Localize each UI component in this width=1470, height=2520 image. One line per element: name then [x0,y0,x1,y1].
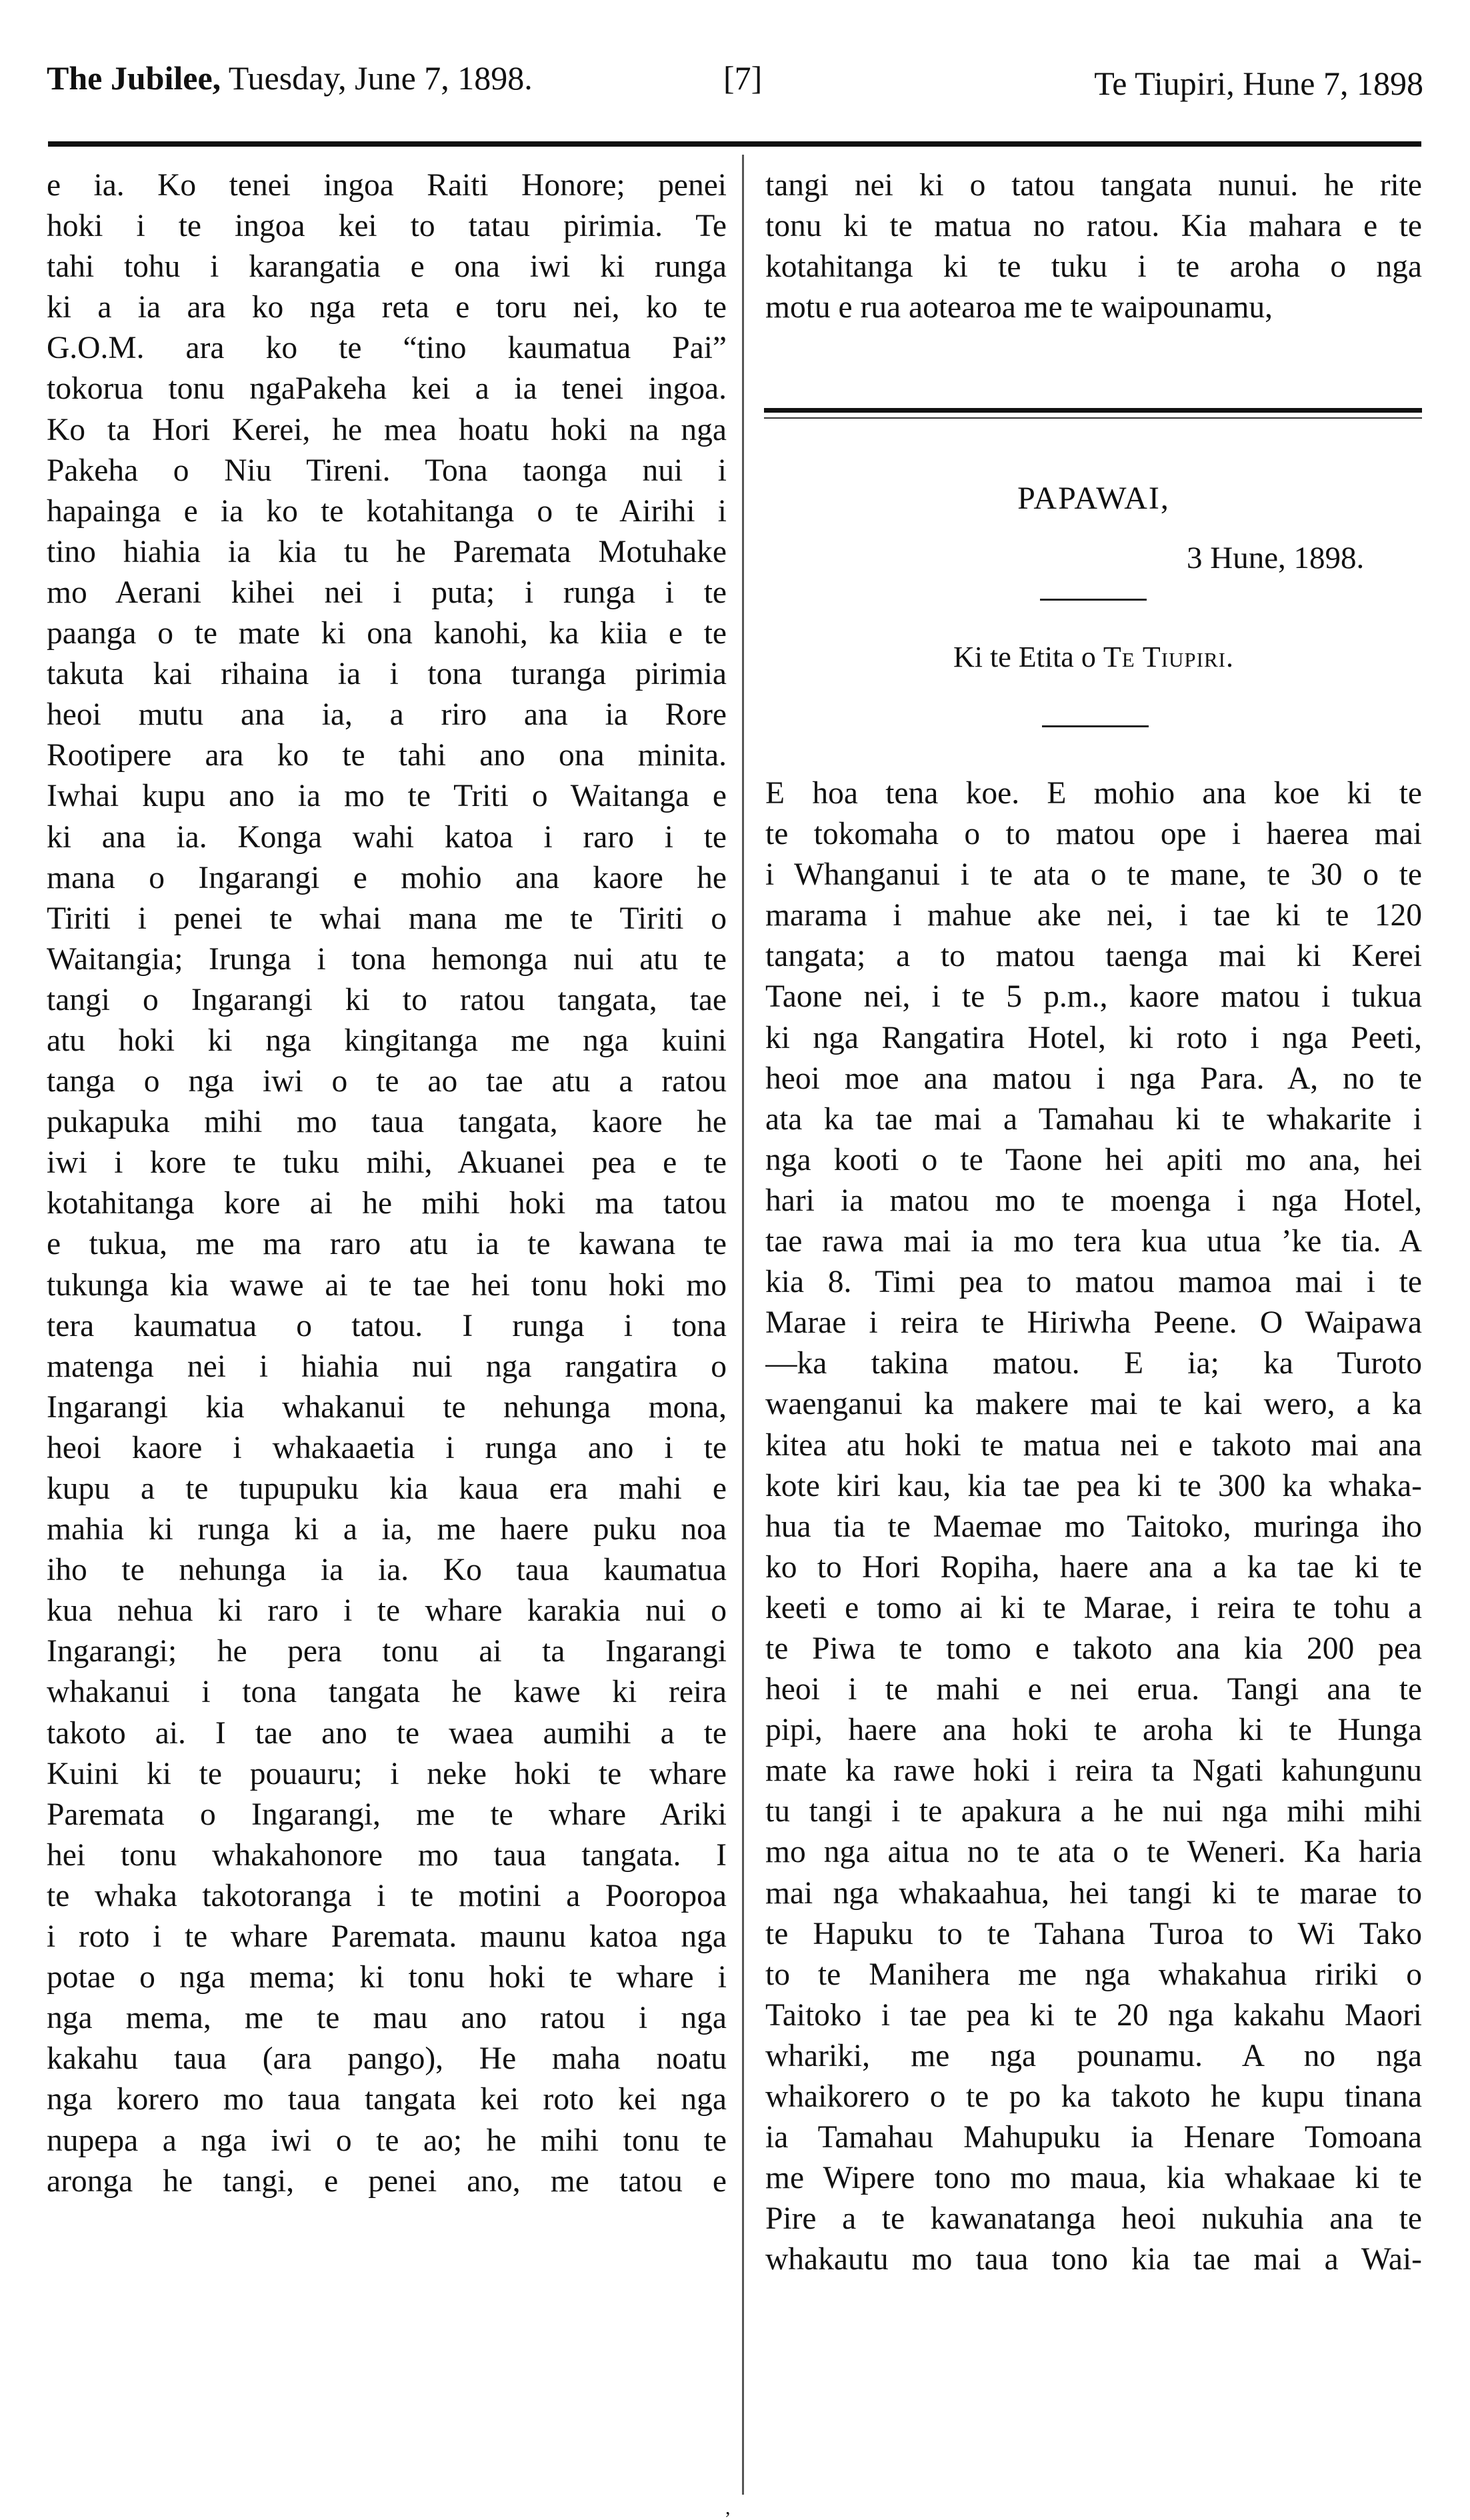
text-line: takuta kai rihaina ia i tona turanga pirimia [47,657,727,692]
text-line: —ka takina matou. E ia; ka Turoto [765,1346,1422,1381]
left-column [47,165,727,2202]
text-line: tangi o Ingarangi ki to ratou tangata, tae [47,982,727,1017]
header-rule [48,141,1421,147]
addressee-paper: Te Tiupiri. [1103,641,1234,673]
text-line: Paremata o Ingarangi, me te whare Ariki [47,1797,727,1832]
text-line: Rootipere ara ko te tahi ano ona minita. [47,738,727,773]
short-rule-upper [1040,599,1147,601]
text-line: heoi i te mahi e nei erua. Tangi ana te [765,1672,1422,1707]
text-line: keeti e tomo ai ki te Marae, i reira te tohu a [765,1590,1422,1625]
addressee-prefix: Ki te Etita o [953,641,1103,673]
text-line: Tiriti i penei te whai mana me te Tiriti o [47,901,727,936]
text-line: tukunga kia wawe ai te tae hei tonu hoki mo [47,1267,727,1303]
text-line: te Hapuku to te Tahana Turoa to Wi Tako [765,1916,1422,1951]
text-line: iwi i kore te tuku mihi, Akuanei pea e te [47,1145,727,1181]
text-line: potae o nga mema; ki tonu hoki te whare i [47,1960,727,1995]
text-line: nupepa a nga iwi o te ao; he mihi tonu te [47,2123,727,2158]
text-line: i roto i te whare Paremata. maunu katoa nga [47,1919,727,1955]
text-line: tera kaumatua o tatou. I runga i tona [47,1308,727,1343]
header-date: Tuesday, June 7, 1898. [221,59,533,97]
text-line: ki ana ia. Konga wahi katoa i raro i te [47,819,727,855]
text-line: tokorua tonu ngaPakeha kei a ia tenei ingoa. [47,371,727,407]
text-line: mo nga aitua no te ata o te Weneri. Ka haria [765,1835,1422,1870]
text-line: tae rawa mai ia mo tera kua utua ’ke tia. A [765,1224,1422,1259]
text-line: motu e rua aotearoa me te waipounamu, [765,290,1273,325]
text-line: me Wipere tono mo maua, kia whakaae ki te [765,2161,1422,2196]
text-line: tanga o nga iwi o te ao tae atu a ratou [47,1064,727,1099]
letter-place: PAPAWAI, [1017,481,1170,516]
text-line: te Piwa te tomo e takoto ana kia 200 pea [765,1631,1422,1666]
text-line: kotahitanga ki te tuku i te aroha o nga [765,249,1422,285]
letter-addressee [765,640,1422,674]
text-line: ki nga Rangatira Hotel, ki roto i nga Peeti, [765,1020,1422,1055]
text-line: whaikorero o te po ka takoto he kupu tinana [765,2079,1422,2114]
text-line: ki a ia ara ko nga reta e toru nei, ko te [47,290,727,325]
page-number: [7] [723,59,763,97]
text-line: takoto ai. I tae ano te waea aumihi a te [47,1715,727,1751]
text-line: tu tangi i te apakura a he nui nga mihi mihi [765,1794,1422,1829]
text-line: kote kiri kau, kia tae pea ki te 300 ka whaka- [765,1468,1422,1503]
text-line: i Whanganui i te ata o te mane, te 30 o te [765,857,1422,893]
text-line: mo Aerani kihei nei i puta; i runga i te [47,575,727,610]
text-line: Ingarangi; he pera tonu ai ta Ingarangi [47,1634,727,1669]
text-line: Ingarangi kia whakanui te nehunga mona, [47,1389,727,1425]
text-line: ia Tamahau Mahupuku ia Henare Tomoana [765,2120,1422,2155]
text-line: mai nga whakaahua, hei tangi ki te marae to [765,1875,1422,1911]
text-line: hapainga e ia ko te kotahitanga o te Airihi i [47,493,727,529]
text-line: tino hiahia ia kia tu he Paremata Motuhake [47,534,727,569]
header-paper-name: The Jubilee, [47,59,221,97]
text-line: whakanui i tona tangata he kawe ki reira [47,1675,727,1710]
text-line: te whaka takotoranga i te motini a Pooropoa [47,1878,727,1913]
header-left [47,59,533,97]
text-line: ko to Hori Ropiha, haere ana a ka tae ki te [765,1549,1422,1585]
text-line: nga korero mo taua tangata kei roto kei nga [47,2082,727,2117]
text-line: hua tia te Maemae mo Taitoko, muringa iho [765,1509,1422,1544]
letter-date: 3 Hune, 1898. [1187,541,1365,575]
rule-thick [764,408,1422,413]
text-line: Pakeha o Niu Tireni. Tona taonga nui i [47,453,727,488]
short-rule-lower [1042,725,1149,727]
text-line: whakautu mo taua tono kia tae mai a Wai- [765,2242,1422,2277]
text-line: kua nehua ki raro i te whare karakia nui o [47,1593,727,1629]
text-line: heoi kaore i whakaaetia i runga ano i te [47,1430,727,1465]
text-line: hari ia matou mo te moenga i nga Hotel, [765,1183,1422,1218]
page-header [47,59,1423,119]
text-line: mahia ki runga ki a ia, me haere puku noa [47,1512,727,1547]
printer-mark: , [725,2497,731,2519]
text-line: kakahu taua (ara pango), He maha noatu [47,2041,727,2077]
text-line: kupu a te tupupuku kia kaua era mahi e [47,1471,727,1506]
text-line: nga kooti o te Taone hei apiti mo ana, hei [765,1142,1422,1177]
text-line: kitea atu hoki te matua nei e takoto mai ana [765,1427,1422,1463]
text-line: pipi, haere ana hoki te aroha ki te Hunga [765,1713,1422,1748]
text-line: Ko ta Hori Kerei, he mea hoatu hoki na nga [47,412,727,447]
text-line: aronga he tangi, e penei ano, me tatou e [47,2163,727,2199]
right-column-body [765,773,1422,2280]
text-line: Marae i reira te Hiriwha Peene. O Waipawa [765,1305,1422,1341]
text-line: pukapuka mihi mo taua tangata, kaore he [47,1105,727,1140]
text-line: Pire a te kawanatanga heoi nukuhia ana te [765,2201,1422,2237]
text-line: to te Manihera me nga whakahua ririki o [765,1957,1422,1992]
text-line: tangata; a to matou taenga mai ki Kerei [765,939,1422,974]
text-line: whariki, me nga pounamu. A no nga [765,2038,1422,2073]
text-line: Taitoko i tae pea ki te 20 nga kakahu Maori [765,1997,1422,2033]
rule-thin [764,417,1422,419]
text-line: Kuini ki te pouauru; i neke hoki te whare [47,1756,727,1791]
text-line: hoki i te ingoa kei to tatau pirimia. Te [47,209,727,244]
text-line: matenga nei i hiahia nui nga rangatira o [47,1349,727,1384]
text-line: tahi tohu i karangatia e ona iwi ki runga [47,249,727,285]
text-line: Waitangia; Irunga i tona hemonga nui atu te [47,941,727,977]
text-line: G.O.M. ara ko te “tino kaumatua Pai” [47,331,727,366]
section-double-rule [764,408,1422,419]
text-line: mate ka rawe hoki i reira ta Ngati kahungunu [765,1753,1422,1789]
text-line: te tokomaha o to matou ope i haerea mai [765,817,1422,852]
text-line: mana o Ingarangi e mohio ana kaore he [47,860,727,895]
text-line: e tukua, me ma raro atu ia te kawana te [47,1227,727,1262]
text-line: nga mema, me te mau ano ratou i nga [47,2001,727,2036]
text-line: atu hoki ki nga kingitanga me nga kuini [47,1023,727,1058]
text-line: tonu ki te matua no ratou. Kia mahara e te [765,209,1422,244]
text-line: ata ka tae mai a Tamahau ki te whakarite i [765,1101,1422,1137]
text-line: waenganui ka makere mai te kai wero, a ka [765,1387,1422,1422]
text-line: Iwhai kupu ano ia mo te Triti o Waitanga e [47,779,727,814]
column-divider [742,155,744,2495]
text-line: kia 8. Timi pea to matou mamoa mai i te [765,1265,1422,1300]
text-line: heoi mutu ana ia, a riro ana ia Rore [47,697,727,733]
text-line: paanga o te mate ki ona kanohi, ka kiia e te [47,616,727,651]
header-right: Te Tiupiri, Hune 7, 1898 [1094,65,1423,102]
text-line: Taone nei, i te 5 p.m., kaore matou i tukua [765,979,1422,1015]
text-line: e ia. Ko tenei ingoa Raiti Honore; penei [47,168,727,203]
right-column-top [765,165,1422,328]
text-line: heoi moe ana matou i nga Para. A, no te [765,1061,1422,1096]
text-line: kotahitanga kore ai he mihi hoki ma tatou [47,1186,727,1221]
text-line: marama i mahue ake nei, i tae ki te 120 [765,898,1422,933]
text-line: hei tonu whakahonore mo taua tangata. I [47,1837,727,1873]
text-line: tangi nei ki o tatou tangata nunui. he rite [765,168,1422,203]
text-line: iho te nehunga ia ia. Ko taua kaumatua [47,1553,727,1588]
text-line: E hoa tena koe. E mohio ana koe ki te [765,776,1422,811]
